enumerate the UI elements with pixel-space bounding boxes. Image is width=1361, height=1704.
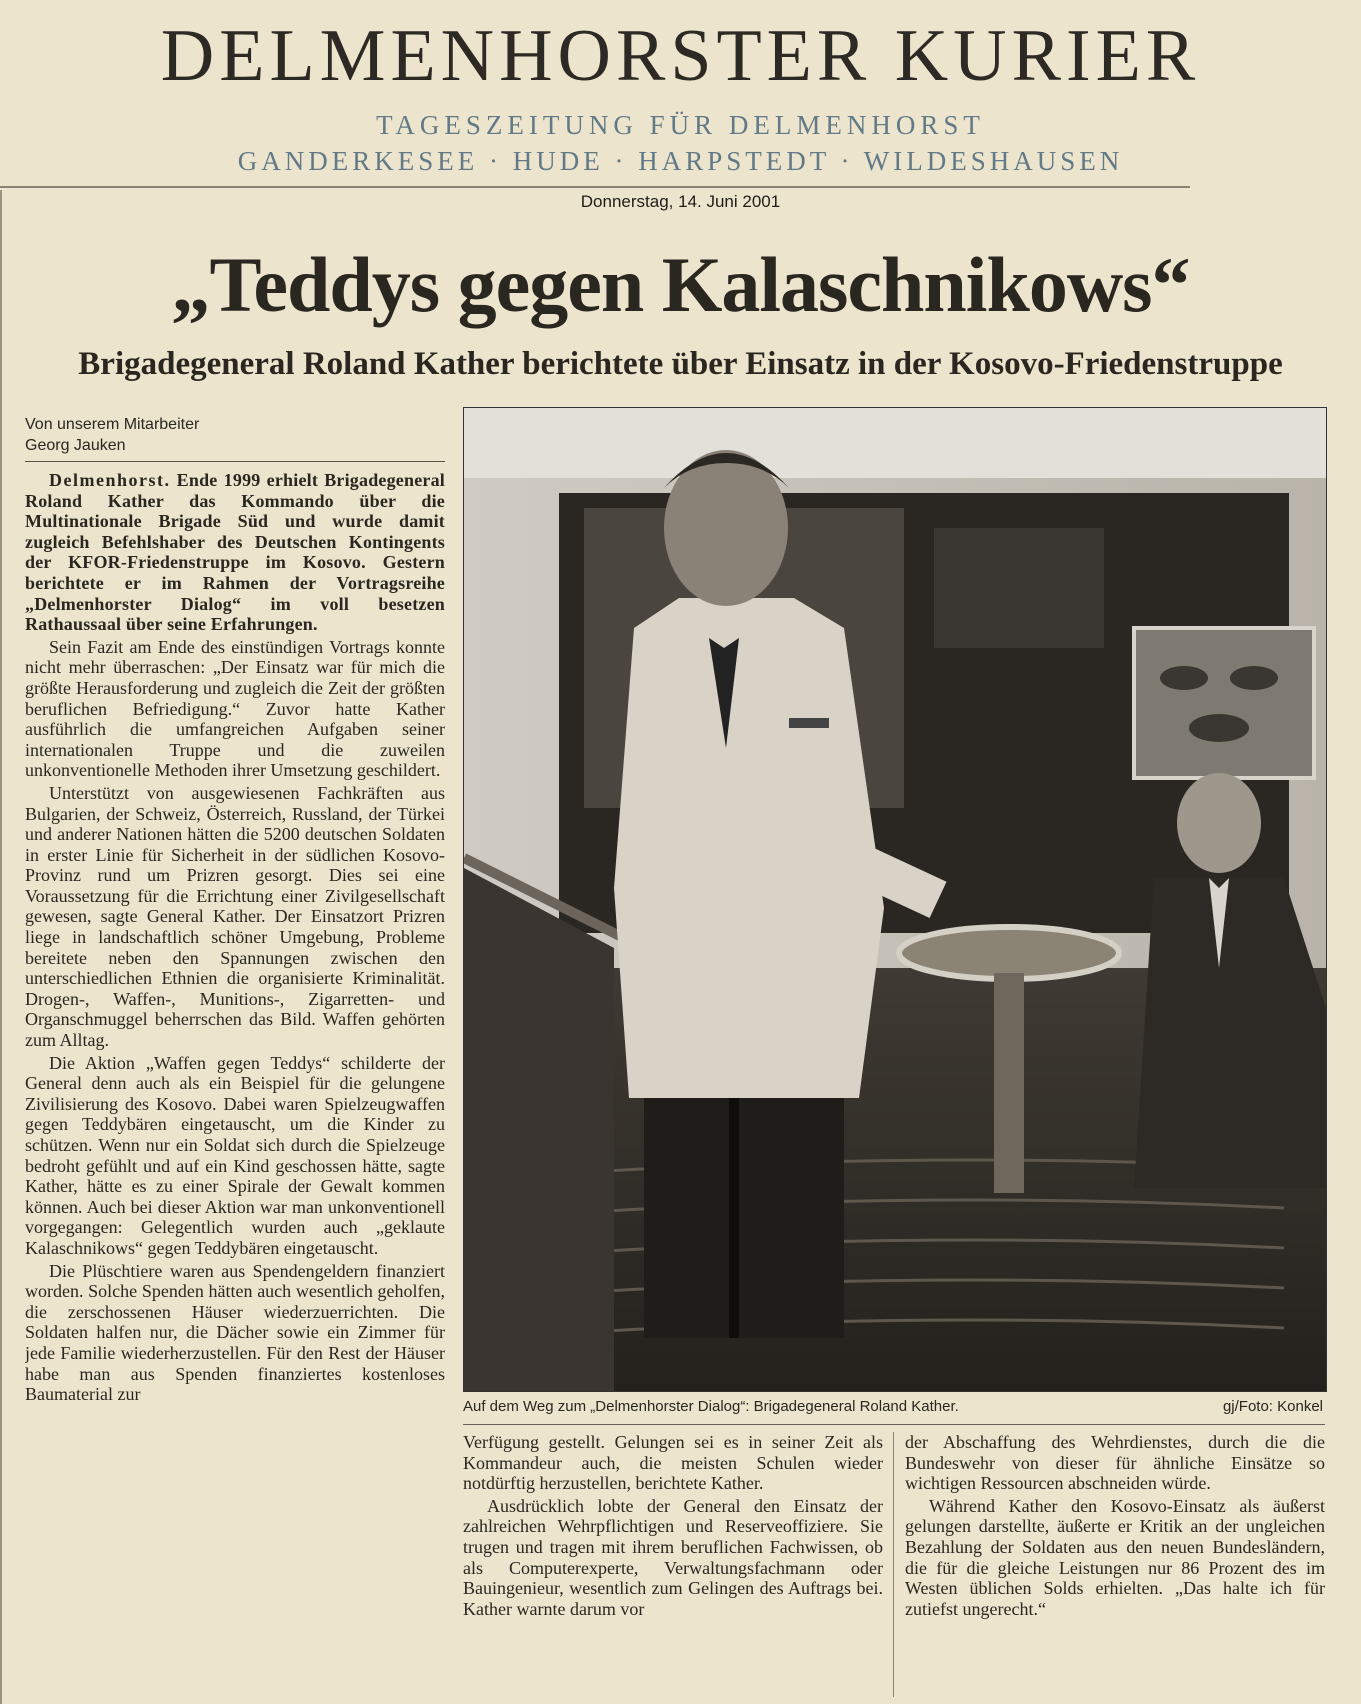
paragraph-2: Unterstützt von ausgewiesenen Fachkräften aus Bulgarien, der Schweiz, Österreich, Russland, der Türkei und anderer Nationen hätten die 5200 deutschen Soldaten in erster Linie für Sicherheit in der südlichen Kosovo-Provinz rund um Prizren gesorgt. Dies sei eine Voraussetzung für die Errichtung einer Zivilgesellschaft gewesen, sagte General Kather. Der Einsatzort Prizren liege in landschaftlich schöner Umgebung, Probleme bereitete neben den Spannungen zwischen den unterschiedlichen Ethnien die organisierte Kriminalität. Drogen-, Waffen-, Munitions-, Zigarretten- und Organschmuggel beherrschen das Bild. Waffen gehörten zum Alltag.: [25, 782, 445, 1051]
dateline: Delmenhorst.: [49, 470, 171, 490]
paragraph-3: Die Aktion „Waffen gegen Teddys“ schilderte der General denn auch als ein Beispiel für die gelungene Zivilisierung des Kosovo. Dabei waren Spielzeugwaffen gegen Teddybären eingetauscht, um die Kinder zu schützen. Wenn nur ein Soldat sich durch die Spielzeuge bedroht gefühlt und auf ein Kind geschossen hätte, sagte Kather, hätte es zu einer Spirale der Gewalt kommen können. Auch bei dieser Aktion war man unkonventionell vorgegangen: Gelegentlich wurden auch „geklaute Kalaschnikows“ gegen Teddybären eingetauscht.: [25, 1052, 445, 1258]
article-headline: „Teddys gegen Kalaschnikows“: [171, 241, 1190, 328]
photo-credit: gj/Foto: Konkel: [1222, 1398, 1323, 1415]
column-divider: [893, 1432, 894, 1697]
issue-date: Donnerstag, 14. Juni 2001: [580, 192, 781, 211]
masthead-divider: [0, 186, 1190, 188]
paragraph-8: Während Kather den Kosovo-Einsatz als äußerst gelungen darstellte, äußerte er Kritik an der ungleichen Bezahlung der Soldaten aus den neuen Bundesländern, die für die gleiche Leistungen nur 86 Prozent des im Westen üblichen Solds erhielten. „Das halte ich für zutiefst ungerecht.“: [905, 1495, 1325, 1619]
masthead-subtitle: TAGESZEITUNG FÜR DELMENHORST: [376, 110, 985, 140]
article-column-middle: [463, 1432, 883, 1702]
caption-text: Auf dem Weg zum „Delmenhorster Dialog“: Brigadegeneral Roland Kather.: [463, 1398, 959, 1415]
article-photo: [463, 407, 1327, 1392]
article-column-right: [905, 1432, 1325, 1702]
photo-caption: [463, 1398, 1325, 1415]
paragraph-1: Sein Fazit am Ende des einstündigen Vortrags konnte nicht mehr überraschen: „Der Einsatz war für mich die größte Herausforderung und zugleich die Zeit der größten beruflichen Befriedigung.“ Zuvor hatte Kather ausführlich die umfangreichen Aufgaben seiner internationalen Truppe und die zuweilen unkonventionelle Methoden ihrer Umsetzung geschildert.: [25, 636, 445, 781]
byline-divider: [25, 461, 445, 462]
article-lead: [25, 470, 445, 635]
byline: [25, 414, 445, 456]
paragraph-6: Ausdrücklich lobte der General den Einsatz der zahlreichen Wehrpflichtigen und Reserveoffiziere. Sie trugen und tragen mit ihrem beruflichen Fachwissen, ob als Computerexperte, Verwaltungsfachmann oder Bauingenieur, wesentlich zum Gelingen des Auftrags bei. Kather warnte darum vor: [463, 1495, 883, 1619]
clipping-edge: [0, 190, 2, 1704]
masthead-title: DELMENHORSTER KURIER: [160, 15, 1201, 97]
caption-divider: [463, 1424, 1325, 1425]
paragraph-4: Die Plüschtiere waren aus Spendengeldern finanziert worden. Solche Spenden hätten auch wesentlich geholfen, die zerschossenen Häuser wiederzuerrichten. Die Soldaten halfen nur, die Dächer sowie ein Zimmer für jede Familie wiederherzustellen. Für den Rest der Häuser habe man aus Spenden finanziertes kostenloses Baumaterial zur: [25, 1260, 445, 1405]
paragraph-7: der Abschaffung des Wehrdienstes, durch die die Bundeswehr von dieser für ähnliche Einsätze so wichtigen Ressourcen abschneiden würde.: [905, 1432, 1325, 1494]
photo-illustration: [464, 408, 1326, 1391]
masthead-towns: GANDERKESEE · HUDE · HARPSTEDT · WILDESHAUSEN: [237, 146, 1124, 176]
paragraph-5: Verfügung gestellt. Gelungen sei es in seiner Zeit als Kommandeur auch, die meisten Schulen wieder notdürftig herzustellen, berichtete Kather.: [463, 1432, 883, 1494]
byline-role: Von unserem Mitarbeiter: [25, 416, 200, 433]
article-subheadline: Brigadegeneral Roland Kather berichtete über Einsatz in der Kosovo-Friedenstruppe: [78, 346, 1283, 382]
article-column-left: [25, 470, 445, 1700]
byline-author: Georg Jauken: [25, 437, 126, 454]
lead-text: Ende 1999 erhielt Brigadegeneral Roland Kather das Kommando über die Multinationale Brigade Süd und wurde damit zugleich Befehlshaber des Deutschen Kontingents der KFOR-Friedenstruppe im Kosovo. Gestern berichtete er im Rahmen der Vortragsreihe „Delmenhorster Dialog“ im voll besetzen Rathaussaal über seine Erfahrungen.: [25, 470, 445, 635]
